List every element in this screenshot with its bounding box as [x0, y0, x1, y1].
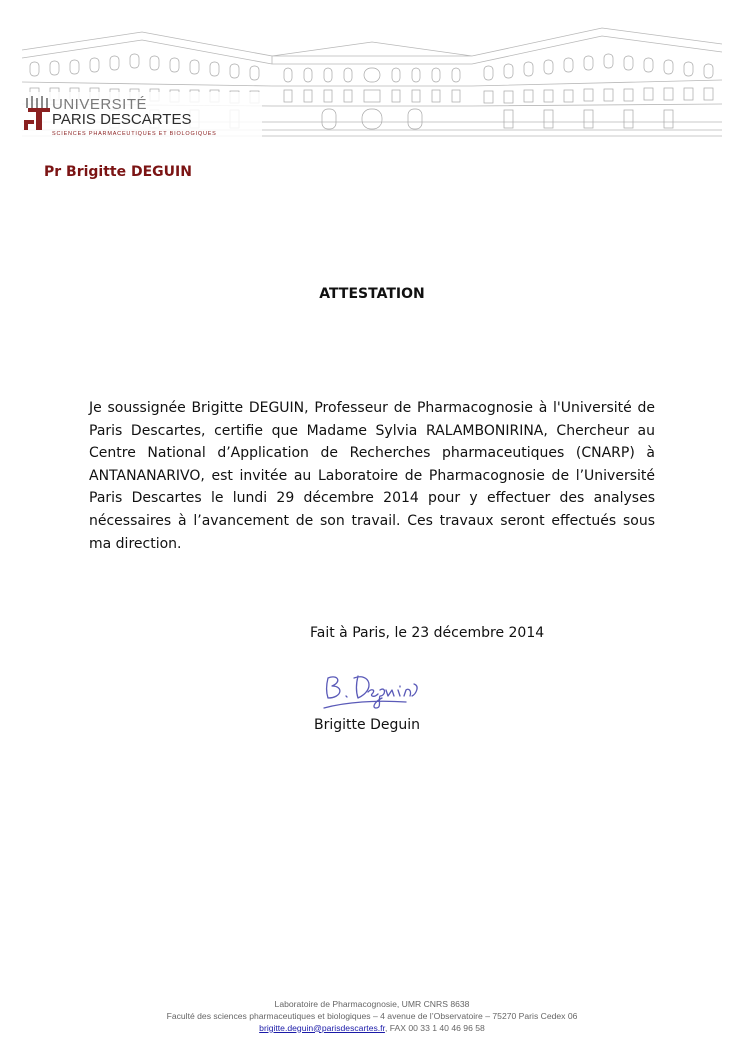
logo-line-faculty: SCIENCES PHARMACEUTIQUES ET BIOLOGIQUES	[52, 131, 217, 137]
signer-name: Brigitte Deguin	[314, 717, 420, 733]
footer	[0, 999, 744, 1034]
document-title: ATTESTATION	[319, 286, 425, 302]
footer-fax: , FAX 00 33 1 40 46 96 58	[384, 1022, 485, 1033]
logo-line-paris-descartes: PARIS DESCARTES	[52, 111, 192, 128]
footer-contact-line	[0, 1023, 744, 1035]
footer-lab-line: Laboratoire de Pharmacognosie, UMR CNRS 8638	[274, 999, 470, 1009]
footer-address-line: Faculté des sciences pharmaceutiques et biologiques – 4 avenue de l’Observatoire – 75270 Paris Cedex 06	[166, 1010, 578, 1021]
place-and-date: Fait à Paris, le 23 décembre 2014	[310, 625, 545, 641]
attestation-body: Je soussignée Brigitte DEGUIN, Professeur de Pharmacognosie à l'Université de Paris Descartes, certifie que Madame Sylvia RALAMBONIRINA, Chercheur au Centre National d’Application de Recherches pharmaceutiques (CNARP) à ANTANANARIVO, est invitée au Laboratoire de Pharmacognosie de l’Université Paris Descartes le lundi 29 décembre 2014 pour y effectuer des analyses nécessaires à l’avancement de son travail. Ces travaux seront effectués sous ma direction.	[89, 400, 655, 552]
logo-line-universite: UNIVERSITÉ	[52, 96, 148, 113]
handwritten-signature	[316, 668, 426, 714]
author-name: Pr Brigitte DEGUIN	[44, 164, 192, 180]
footer-email-link[interactable]: brigitte.deguin@parisdescartes.fr	[259, 1022, 385, 1033]
